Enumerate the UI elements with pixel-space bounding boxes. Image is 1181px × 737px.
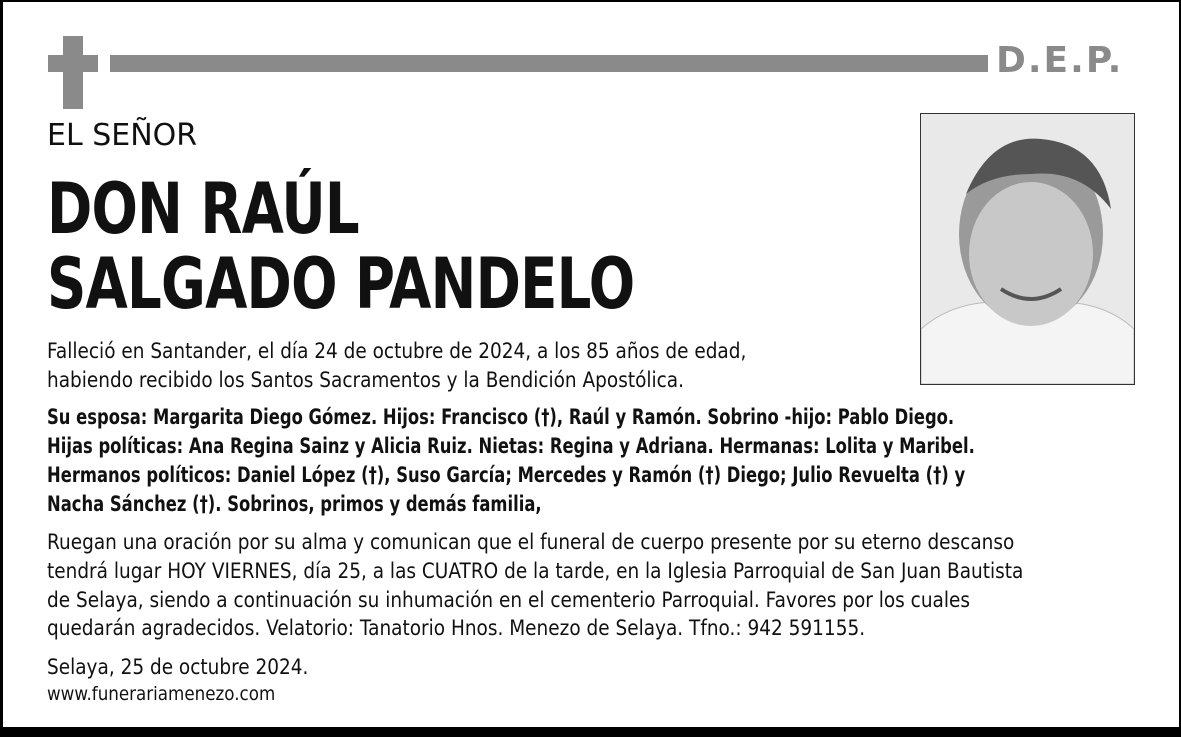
place-date: Selaya, 25 de octubre 2024. bbox=[47, 655, 309, 679]
title-prefix: EL SEÑOR bbox=[47, 118, 198, 153]
header-rule bbox=[110, 55, 988, 72]
deceased-name-line: DON RAÚL bbox=[47, 168, 359, 250]
funeral-line: de Selaya, siendo a continuación su inhumación en el cementerio Parroquial. Favores por los cuales bbox=[47, 588, 971, 612]
cross-icon bbox=[48, 55, 98, 72]
dep-label: D.E.P. bbox=[996, 40, 1124, 81]
intro-line: Falleció en Santander, el día 24 de octubre de 2024, a los 85 años de edad, bbox=[47, 339, 747, 363]
portrait-photo bbox=[920, 113, 1135, 385]
family-line: Hijas políticas: Ana Regina Sainz y Alicia Ruiz. Nietas: Regina y Adriana. Hermanas: Lolita y Maribel. bbox=[47, 434, 975, 458]
funeral-line: Ruegan una oración por su alma y comunican que el funeral de cuerpo presente por su eterno descanso bbox=[47, 530, 1015, 554]
family-line: Su esposa: Margarita Diego Gómez. Hijos: Francisco (†), Raúl y Ramón. Sobrino -hijo: Pablo Diego. bbox=[47, 405, 955, 429]
deceased-name-line: SALGADO PANDELO bbox=[47, 243, 635, 325]
website-link[interactable]: www.funerariamenezo.com bbox=[47, 683, 276, 705]
border bbox=[0, 0, 1181, 2]
family-line: Hermanos políticos: Daniel López (†), Suso García; Mercedes y Ramón (†) Diego; Julio Revuelta (†) y bbox=[47, 463, 966, 487]
family-line: Nacha Sánchez (†). Sobrinos, primos y demás familia, bbox=[47, 492, 542, 516]
funeral-line: quedarán agradecidos. Velatorio: Tanatorio Hnos. Menezo de Selaya. Tfno.: 942 591155. bbox=[47, 616, 866, 640]
border bbox=[0, 0, 3, 737]
cross-icon bbox=[63, 36, 83, 109]
intro-line: habiendo recibido los Santos Sacramentos y la Bendición Apostólica. bbox=[47, 368, 685, 392]
border bbox=[0, 727, 1181, 737]
funeral-line: tendrá lugar HOY VIERNES, día 25, a las CUATRO de la tarde, en la Iglesia Parroquial de San Juan Bautista bbox=[47, 559, 1024, 583]
portrait-image bbox=[921, 114, 1134, 384]
